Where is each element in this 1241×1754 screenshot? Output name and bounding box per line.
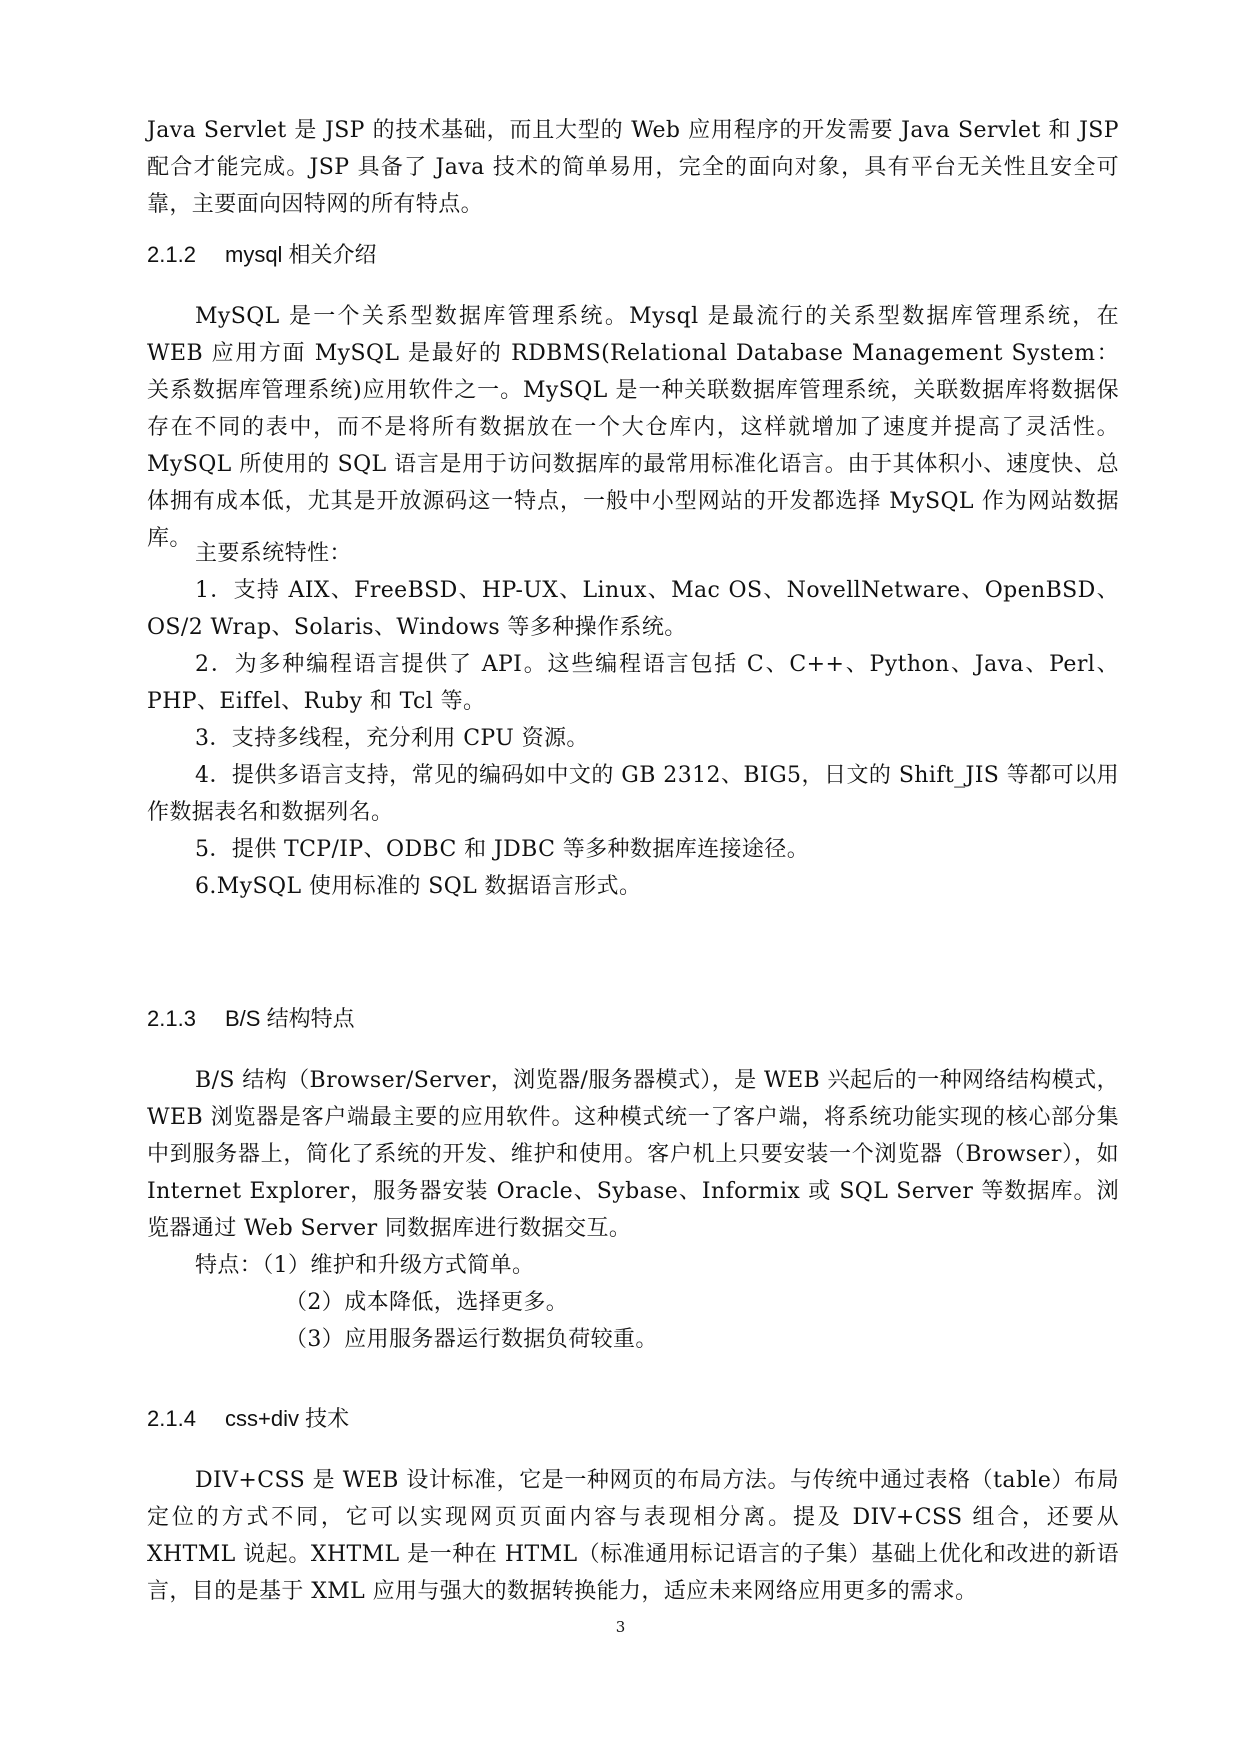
feature-item: 1．支持 AIX、FreeBSD、HP-UX、Linux、Mac OS、NovellNetware、OpenBSD、OS/2 Wrap、Solaris、Windows 等多种操作系统。 — [147, 578, 1119, 640]
feature-item: 4．提供多语言支持，常见的编码如中文的 GB 2312、BIG5，日文的 Shift_JIS 等都可以用作数据表名和数据列名。 — [147, 763, 1119, 825]
section-title: B/S 结构特点 — [225, 1006, 355, 1031]
intro-paragraph: Java Servlet 是 JSP 的技术基础，而且大型的 Web 应用程序的开发需要 Java Servlet 和 JSP 配合才能完成。JSP 具备了 Java 技术的简单易用，完全的面向对象，具有平台无关性且安全可靠，主要面向因特网的所有特点。 — [147, 118, 1119, 217]
mysql-features-list — [147, 535, 1119, 905]
bs-features-list — [147, 1247, 1119, 1358]
section-heading-2-1-2 — [147, 240, 377, 270]
section-heading-2-1-3 — [147, 1004, 355, 1034]
css-div-paragraph: DIV+CSS 是 WEB 设计标准，它是一种网页的布局方法。与传统中通过表格（table）布局定位的方式不同，它可以实现网页页面内容与表现相分离。提及 DIV+CSS 组合，还要从 XHTML 说起。XHTML 是一种在 HTML（标准通用标记语言的子集）基础上优化和改进的新语言，目的是基于 XML 应用与强大的数据转换能力，适应未来网络应用更多的需求。 — [147, 1468, 1119, 1604]
feature-item: （3）应用服务器运行数据负荷较重。 — [285, 1327, 658, 1352]
feature-item: （1）维护和升级方式简单。 — [262, 1253, 535, 1278]
mysql-paragraph: MySQL 是一个关系型数据库管理系统。Mysql 是最流行的关系型数据库管理系统，在 WEB 应用方面 MySQL 是最好的 RDBMS(Relational Database Management System：关系数据库管理系统)应用软件之一。MySQL 是一种关联数据库管理系统，关联数据库将数据保存在不同的表中，而不是将所有数据放在一个大仓库内，这样就增加了速度并提高了灵活性。MySQL 所使用的 SQL 语言是用于访问数据库的最常用标准化语言。由于其体积小、速度快、总体拥有成本低，尤其是开放源码这一特点，一般中小型网站的开发都选择 MySQL 作为网站数据库。 — [147, 304, 1119, 551]
section-heading-2-1-4 — [147, 1404, 349, 1434]
feature-item: 2．为多种编程语言提供了 API。这些编程语言包括 C、C++、Python、Java、Perl、PHP、Eiffel、Ruby 和 Tcl 等。 — [147, 652, 1119, 714]
feature-item: 5．提供 TCP/IP、ODBC 和 JDBC 等多种数据库连接途径。 — [195, 837, 810, 862]
feature-item: 6.MySQL 使用标准的 SQL 数据语言形式。 — [195, 874, 642, 899]
section-number: 2.1.2 — [147, 242, 196, 267]
feature-item: （2）成本降低，选择更多。 — [285, 1290, 569, 1315]
features-title: 主要系统特性： — [195, 541, 352, 566]
page-number: 3 — [615, 1618, 626, 1636]
section-title: css+div 技术 — [225, 1406, 350, 1431]
features-label: 特点： — [195, 1253, 263, 1278]
bs-feature-first — [147, 1247, 1119, 1284]
section-title: mysql 相关介绍 — [225, 242, 377, 267]
section-number: 2.1.3 — [147, 1006, 196, 1031]
feature-item: 3．支持多线程，充分利用 CPU 资源。 — [195, 726, 589, 751]
section-number: 2.1.4 — [147, 1406, 196, 1431]
bs-paragraph: B/S 结构（Browser/Server，浏览器/服务器模式），是 WEB 兴起后的一种网络结构模式，WEB 浏览器是客户端最主要的应用软件。这种模式统一了客户端，将系统功能实现的核心部分集中到服务器上，简化了系统的开发、维护和使用。客户机上只要安装一个浏览器（Browser），如 Internet Explorer，服务器安装 Oracle、Sybase、Informix 或 SQL Server 等数据库。浏览器通过 Web Server 同数据库进行数据交互。 — [147, 1068, 1119, 1241]
